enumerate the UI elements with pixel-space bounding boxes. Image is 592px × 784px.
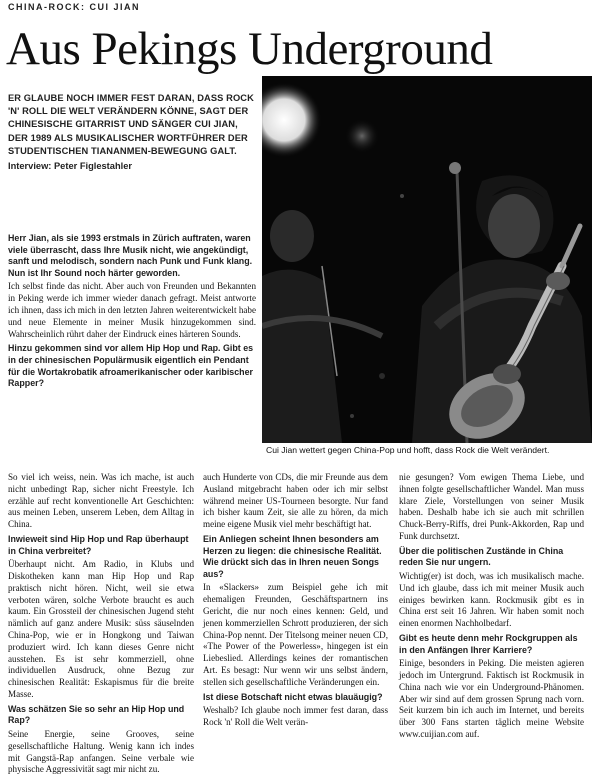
col3-question-1: Über die politischen Zustände in China reden Sie nur ungern. [399, 545, 564, 568]
answer-3: Überhaupt nicht. Am Radio, in Klubs und Diskotheken kann man Hip Hop und Rap praktisch nicht hören. Nicht, weil sie etwa verboten wären, solche Verbote braucht es auch kaum. Ein Grossteil der chinesischen Jugend steht nämlich auf ganz andere Musik: süss säuselnden China-Pop, wie er in Hongkong und Taiwan produziert wird. Ich kann dieses Genre nicht ausstehen. Es ist sehr kommerziell, ohne individuellen Ausdruck, ohne Bezug zur chinesischen Realität: Eskapismus für die breite Masse. [8, 559, 194, 699]
answer-1: Ich selbst finde das nicht. Aber auch von Freunden und Bekannten in Peking werde ich immer wieder danach gefragt. Meist antworte ich ihnen, dass ich mich in den letzten Jahren weiterentwickelt habe und neue Elemente in meiner Musik hinzugekommen sind. Wahrscheinlich rührt daher der Eindruck eines härteren Sounds. [8, 281, 256, 339]
column-one [8, 230, 256, 392]
lead-author: Interview: Peter Figlestahler [8, 161, 133, 172]
question-3: Inwieweit sind Hip Hop und Rap überhaupt in China verbreitet? [8, 533, 189, 556]
column-one-lower [8, 472, 194, 779]
col3-answer-2: Wichtig(er) ist doch, was ich musikalisch mache. Und ich glaube, dass ich mit meiner Musik auch einiges bewirken kann. Rockmusik gibt es in China erst seit 16 Jahren. Wir haben somit noch einen enormen Nachholbedarf. [399, 570, 584, 629]
col2-question-2: Ist diese Botschaft nicht etwas blauäugig? [203, 691, 383, 702]
column-two [203, 472, 388, 732]
answer-4: Seine Energie, seine Grooves, seine gesellschaftliche Haltung. Wenig kann ich indes mit Gangstä-Rap anfangen. Seine verbale wie physische Aggressivität sagt mir nicht zu. [8, 728, 194, 775]
col3-answer-1: nie gesungen? Vom ewigen Thema Liebe, und ihnen folgte gesellschaftlicher Wandel. Man muss klare Ziele, Vorstellungen von seiner Musik haben. Deshalb habe ich sie auch mit schrillen Chuck-Berry-Riffs, drei Punk-Akkorden, Rap und Funk durchsetzt. [399, 472, 584, 541]
question-1: Herr Jian, als sie 1993 erstmals in Zürich auftraten, waren viele überrascht, dass Ihre Musik nicht, wie angekündigt, sanft und melodisch, sondern nach Punk und Funk klang. Nun ist Ihr Sound noch härter geworden. [8, 233, 253, 278]
concert-photo-image [262, 76, 592, 443]
question-4: Was schätzen Sie so sehr an Hip Hop und Rap? [8, 703, 185, 726]
column-three [399, 472, 584, 744]
col2-answer-1: auch Hunderte von CDs, die mir Freunde aus dem Ausland mitgebracht haben oder ich mir selbst während meiner US-Tourneen besorgte. Nur fand ich bisher kaum Zeit, sie alle zu hören, da mich meine eigene Musik viel mehr beschäftigt hat. [203, 472, 388, 530]
concert-photo [262, 76, 592, 443]
question-2: Hinzu gekommen sind vor allem Hip Hop und Rap. Gibt es in der chinesischen Populärmusik eigentlich ein Pendant für die Wortakrobatik afroamerikanischer oder karibischer Rapper? [8, 343, 254, 389]
col2-question-1: Ein Anliegen scheint Ihnen besonders am Herzen zu liegen: die chinesische Realität. Wie drückt sich das in Ihren neuen Songs aus? [203, 533, 382, 579]
article-headline: Aus Pekings Underground [6, 23, 493, 75]
col3-answer-3: Einige, besonders in Peking. Die meisten agieren jedoch im Untergrund. Faktisch ist Rockmusik in China nach wie vor ein Underground-Phänomen. Aber wir sind auf dem grossen Sprung nach vorn. Seit kurzem bin ich auch im Internet, und bereits über 300 Fans starten täglich meine Website www.cuijian.com auf. [399, 658, 584, 739]
lead-paragraph [8, 92, 258, 173]
lead-intro: ER GLAUBE NOCH IMMER FEST DARAN, DASS ROCK 'N' ROLL DIE WELT VERÄNDERN KÖNNE, SAGT DER CHINESISCHE GITARRIST UND SÄNGER CUI JIAN, DER 1989 ALS MUSIKALISCHER WORTFÜHRER DER STUDENTISCHEN TIANANMEN-BEWEGUNG GALT. [8, 93, 254, 156]
section-kicker: CHINA-ROCK: CUI JIAN [8, 2, 140, 12]
col2-answer-2: In «Slackers» zum Beispiel gehe ich mit ehemaligen Freunden, Geschäftspartnern ins Gericht, die nur noch eines kennen: Geld, und jenen kommerziellen Schrott produzieren, der sich China-Pop nennt. Der Titelsong meiner neuen CD, «The Power of the Powerless», hingegen ist ein Liebeslied. Allerdings keines der romantischen Art. Es besagt: Nur wenn wir uns selbst ändern, stellen sich gesellschaftliche Veränderungen ein. [203, 582, 388, 687]
photo-caption: Cui Jian wettert gegen China-Pop und hofft, dass Rock die Welt verändert. [266, 445, 550, 455]
col2-answer-3: Weshalb? Ich glaube noch immer fest daran, dass Rock 'n' Roll die Welt verän- [203, 705, 388, 727]
col3-question-2: Gibt es heute denn mehr Rockgruppen als in den Anfängen Ihrer Karriere? [399, 632, 578, 655]
answer-2: So viel ich weiss, nein. Was ich mache, ist auch nicht unbedingt Rap, sicher nicht Freestyle. Ich erzähle auf recht konventionelle Art Geschichten: aus meinen Leben, unserem Leben, dem Alltag in China. [8, 472, 194, 530]
